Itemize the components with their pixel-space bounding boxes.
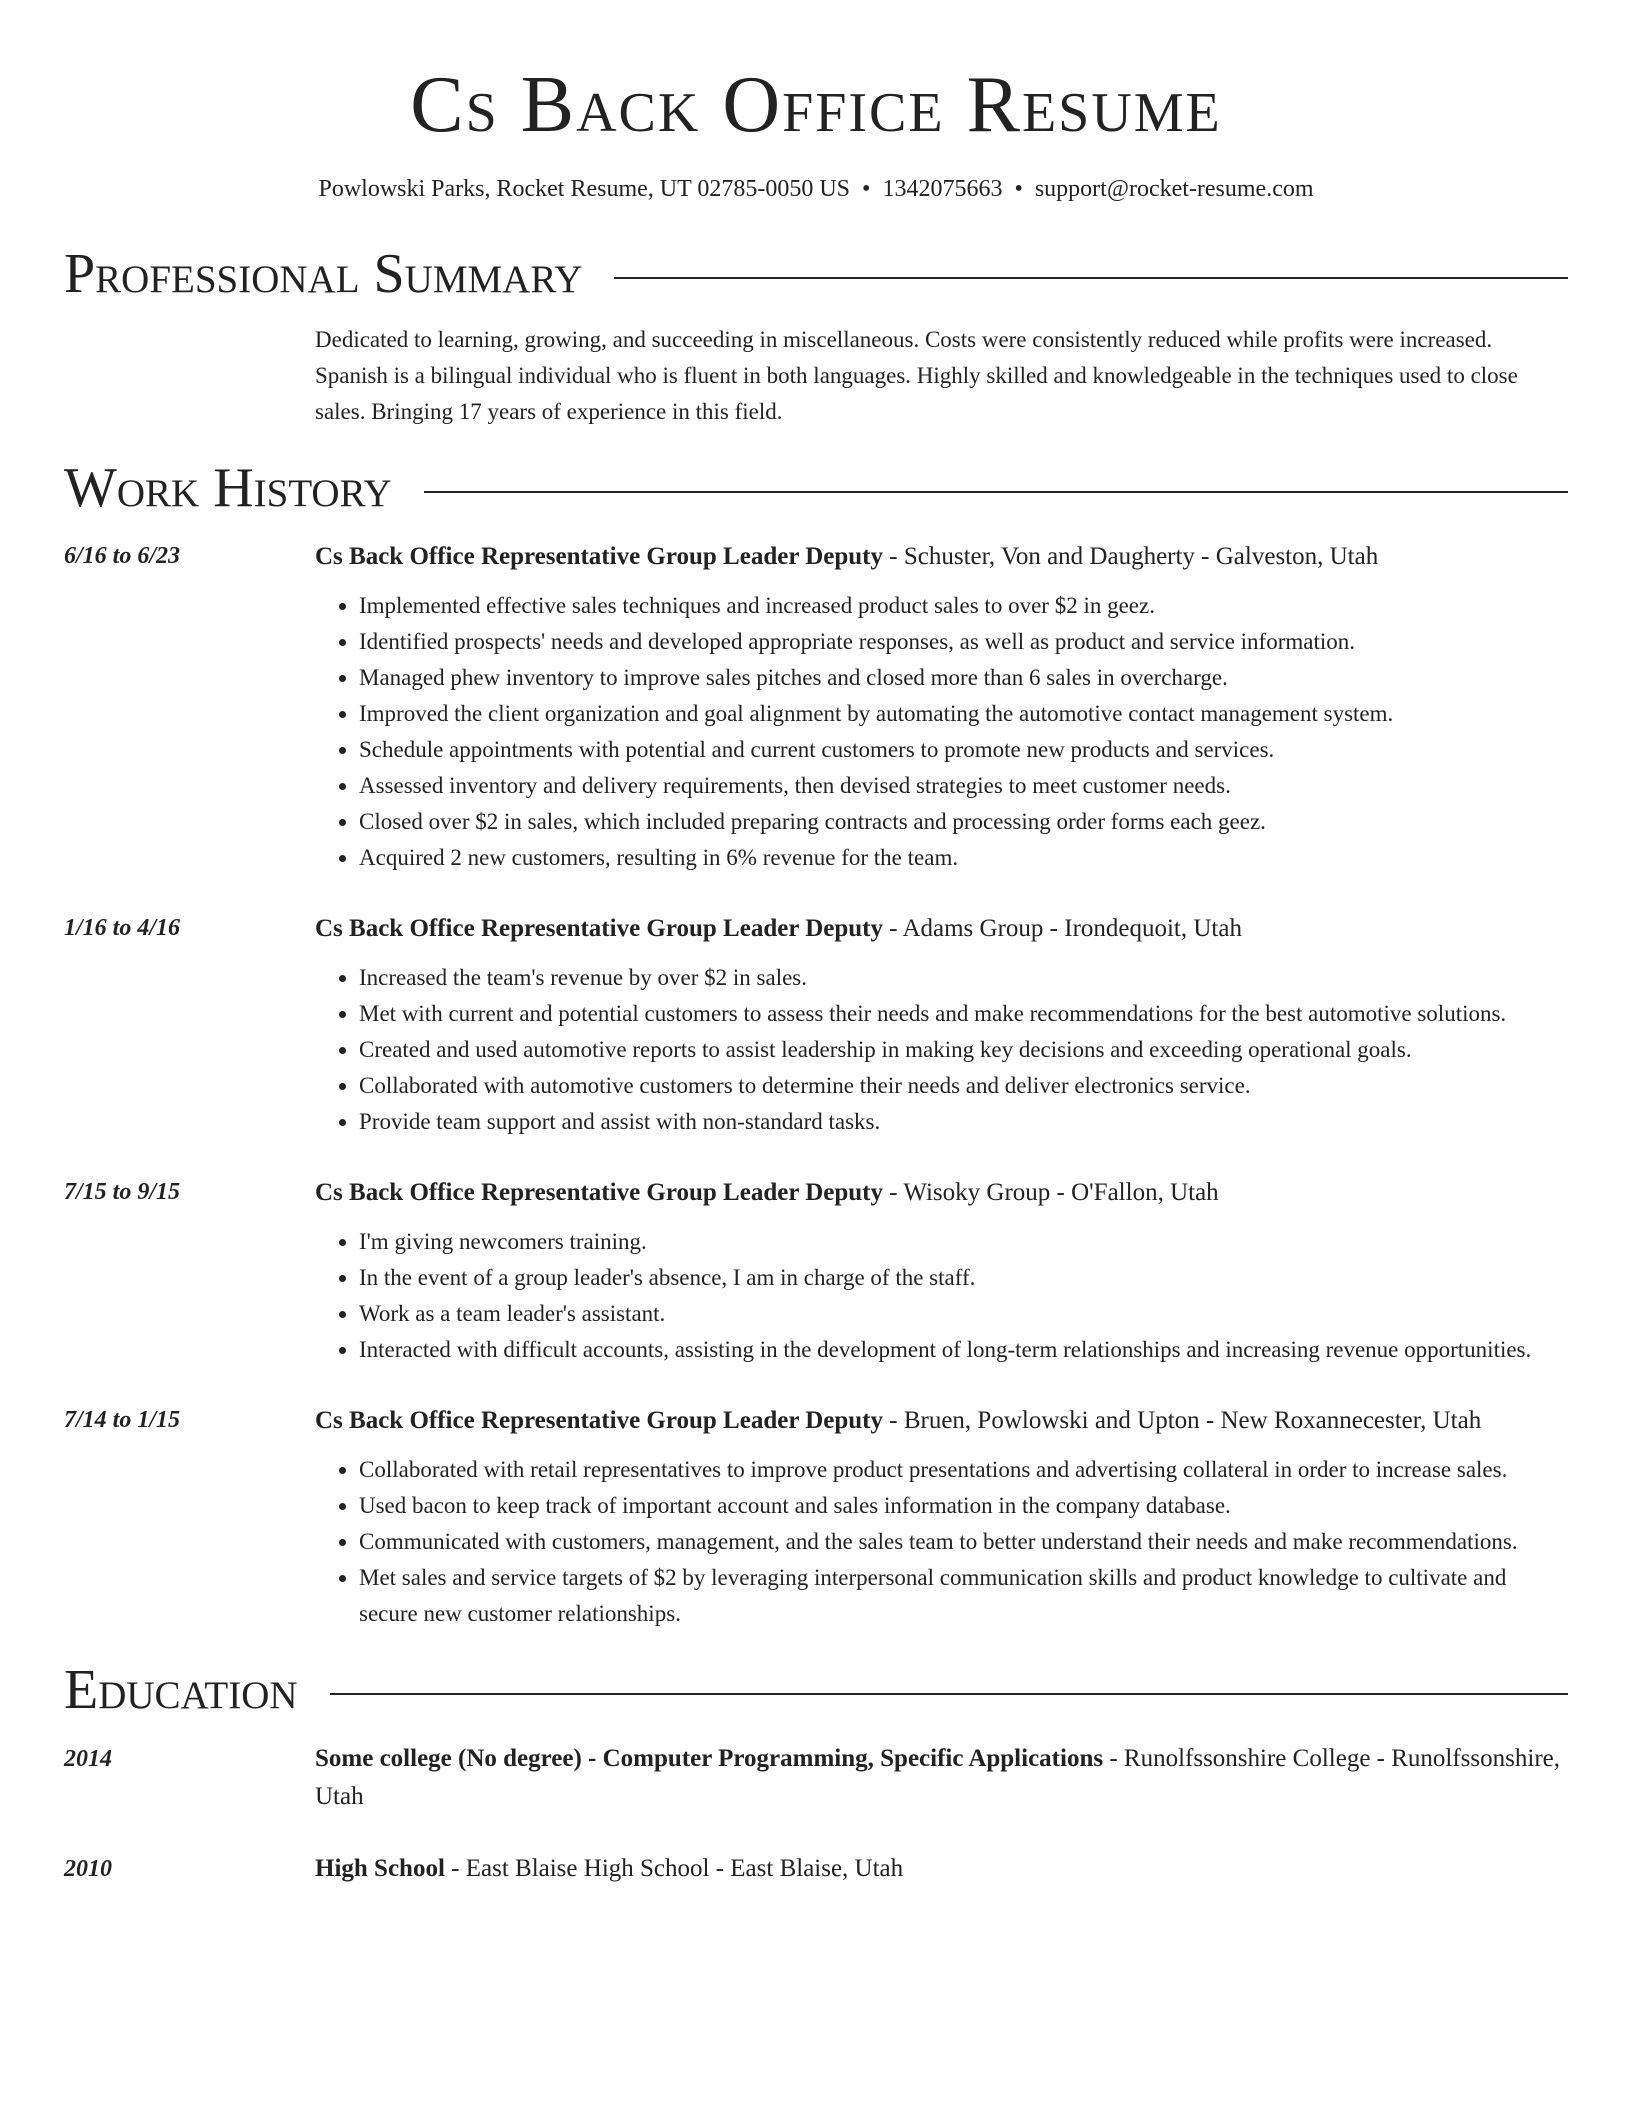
job-bullet: • Increased the team's revenue by over $2 in sales. — [359, 960, 1568, 996]
job-title-line — [315, 1402, 1568, 1440]
section-divider — [614, 277, 1568, 279]
job-bullet: • Work as a team leader's assistant. — [359, 1296, 1568, 1332]
education-year: 2014 — [64, 1746, 112, 1772]
job-bullet: • Created and used automotive reports to assist leadership in making key decisions and exceeding operational goals. — [359, 1032, 1568, 1068]
education-degree: High School — [315, 1855, 445, 1882]
education-school: - East Blaise High School - East Blaise, Utah — [444, 1855, 904, 1882]
job-bullet: • I'm giving newcomers training. — [359, 1224, 1568, 1260]
work-dates: 6/16 to 6/23 — [64, 543, 181, 569]
education-school: - Runolfssonshire College - Runolfssonshire, Utah — [315, 1745, 1560, 1810]
work-dates: 7/14 to 1/15 — [64, 1407, 181, 1433]
job-title-line — [315, 910, 1568, 948]
resume-page — [64, 0, 1568, 1888]
education-list — [64, 1740, 1568, 1888]
job-bullet: • Used bacon to keep track of important account and sales information in the company database. — [359, 1488, 1568, 1524]
work-entry-body — [315, 538, 1568, 876]
education-entry — [64, 1850, 1568, 1888]
education-section-header — [64, 1658, 1568, 1722]
job-title-line — [315, 1174, 1568, 1212]
job-bullet: • Improved the client organization and goal alignment by automating the automotive contact management system. — [359, 696, 1568, 732]
job-bullet-list — [315, 960, 1568, 1140]
job-role: Cs Back Office Representative Group Leader Deputy — [315, 543, 884, 570]
job-role: Cs Back Office Representative Group Leader Deputy — [315, 915, 884, 942]
work-section-header — [64, 456, 1568, 520]
job-bullet: • Acquired 2 new customers, resulting in 6% revenue for the team. — [359, 840, 1568, 876]
job-bullet: • Collaborated with retail representatives to improve product presentations and advertising collateral in order to increase sales. — [359, 1452, 1568, 1488]
job-bullet-list — [315, 1452, 1568, 1632]
work-history-list — [64, 538, 1568, 1632]
work-entry-body — [315, 910, 1568, 1140]
job-role: Cs Back Office Representative Group Leader Deputy — [315, 1407, 884, 1434]
job-bullet: • Closed over $2 in sales, which included preparing contracts and processing order forms each geez. — [359, 804, 1568, 840]
summary-heading: Professional Summary — [64, 243, 583, 305]
work-dates: 1/16 to 4/16 — [64, 915, 181, 941]
job-bullet: • Interacted with difficult accounts, assisting in the development of long-term relationships and increasing revenue opportunities. — [359, 1332, 1568, 1368]
job-bullet-list — [315, 1224, 1568, 1368]
work-entry-body — [315, 1174, 1568, 1368]
job-bullet: • Managed phew inventory to improve sales pitches and closed more than 6 sales in overcharge. — [359, 660, 1568, 696]
education-entry-body — [315, 1850, 1568, 1888]
contact-address: Powlowski Parks, Rocket Resume, UT 02785-0050 US — [318, 176, 851, 202]
contact-separator: • — [862, 176, 871, 202]
job-bullet: • Provide team support and assist with non-standard tasks. — [359, 1104, 1568, 1140]
work-entry — [64, 1402, 1568, 1632]
work-heading: Work History — [64, 457, 392, 519]
job-role: Cs Back Office Representative Group Leader Deputy — [315, 1179, 884, 1206]
job-bullet: • Identified prospects' needs and developed appropriate responses, as well as product and service information. — [359, 624, 1568, 660]
resume-title: Cs Back Office Resume — [410, 61, 1222, 149]
education-heading: Education — [64, 1659, 298, 1721]
contact-phone: 1342075663 — [882, 176, 1003, 202]
job-bullet: • Schedule appointments with potential and current customers to promote new products and services. — [359, 732, 1568, 768]
education-entry-body — [315, 1740, 1568, 1816]
job-bullet: • Met with current and potential customers to assess their needs and make recommendations for the best automotive solutions. — [359, 996, 1568, 1032]
work-entry — [64, 1174, 1568, 1368]
work-entry — [64, 910, 1568, 1140]
education-entry — [64, 1740, 1568, 1816]
job-employer: - Adams Group - Irondequoit, Utah — [883, 915, 1242, 942]
summary-text: Dedicated to learning, growing, and succeeding in miscellaneous. Costs were consistently reduced while profits were increased. Spanish is a bilingual individual who is fluent in both languages. Highly skilled and knowledgeable in the techniques used to close sales. Bringing 17 years of experience in this field. — [315, 327, 1518, 424]
job-bullet: • Implemented effective sales techniques and increased product sales to over $2 in geez. — [359, 588, 1568, 624]
job-bullet: • Collaborated with automotive customers to determine their needs and deliver electronics service. — [359, 1068, 1568, 1104]
job-bullet-list — [315, 588, 1568, 876]
job-employer: - Wisoky Group - O'Fallon, Utah — [883, 1179, 1219, 1206]
education-year: 2010 — [64, 1856, 112, 1882]
job-employer: - Bruen, Powlowski and Upton - New Roxannecester, Utah — [883, 1407, 1482, 1434]
section-divider — [424, 491, 1568, 493]
summary-section-header — [64, 242, 1568, 306]
job-title-line — [315, 538, 1568, 576]
education-degree: Some college (No degree) - Computer Programming, Specific Applications — [315, 1745, 1104, 1772]
job-bullet: • In the event of a group leader's absence, I am in charge of the staff. — [359, 1260, 1568, 1296]
contact-line — [64, 174, 1568, 204]
work-entry-body — [315, 1402, 1568, 1632]
contact-email[interactable]: support@rocket-resume.com — [1034, 176, 1314, 202]
section-divider — [330, 1693, 1568, 1695]
job-bullet: • Met sales and service targets of $2 by leveraging interpersonal communication skills and product knowledge to cultivate and secure new customer relationships. — [359, 1560, 1568, 1632]
contact-separator: • — [1014, 176, 1023, 202]
job-bullet: • Communicated with customers, management, and the sales team to better understand their needs and make recommendations. — [359, 1524, 1568, 1560]
work-entry — [64, 538, 1568, 876]
job-employer: - Schuster, Von and Daugherty - Galveston, Utah — [883, 543, 1379, 570]
job-bullet: • Assessed inventory and delivery requirements, then devised strategies to meet customer needs. — [359, 768, 1568, 804]
work-dates: 7/15 to 9/15 — [64, 1179, 181, 1205]
